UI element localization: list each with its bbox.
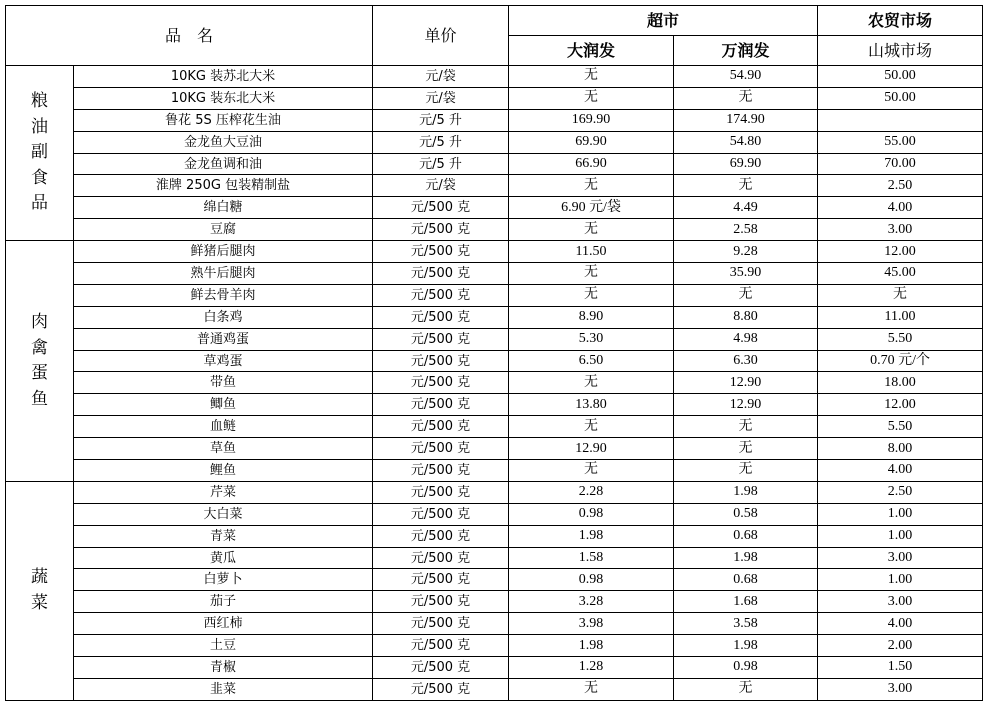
category-cell: 粮油副食品: [6, 66, 74, 241]
header-product-name: 品 名: [6, 6, 373, 66]
product-name-cell: 豆腐: [74, 219, 373, 241]
price-store-3: 2.00: [818, 635, 983, 657]
price-table: [5, 5, 983, 701]
price-store-1: 无: [509, 372, 674, 394]
unit-cell: 元/袋: [373, 175, 509, 197]
product-name-cell: 芹菜: [74, 481, 373, 503]
header-store-2: 万润发: [674, 36, 818, 66]
unit-cell: 元/500 克: [373, 197, 509, 219]
product-name-cell: 血鲢: [74, 416, 373, 438]
price-store-2: 4.49: [674, 197, 818, 219]
price-store-2: 无: [674, 438, 818, 460]
price-store-1: 11.50: [509, 241, 674, 263]
unit-cell: 元/5 升: [373, 153, 509, 175]
price-store-1: 无: [509, 284, 674, 306]
table-row: [6, 438, 983, 460]
product-name-cell: 白萝卜: [74, 569, 373, 591]
price-store-3: 1.00: [818, 525, 983, 547]
unit-cell: 元/袋: [373, 66, 509, 88]
table-row: [6, 547, 983, 569]
category-cell: 蔬菜: [6, 481, 74, 700]
price-store-1: 5.30: [509, 328, 674, 350]
unit-cell: 元/500 克: [373, 657, 509, 679]
table-row: [6, 525, 983, 547]
price-store-2: 9.28: [674, 241, 818, 263]
price-store-1: 无: [509, 175, 674, 197]
table-row: [6, 481, 983, 503]
price-store-1: 1.98: [509, 525, 674, 547]
price-store-3: 无: [818, 284, 983, 306]
product-name-cell: 鲁花 5S 压榨花生油: [74, 109, 373, 131]
product-name-cell: 西红柿: [74, 613, 373, 635]
price-store-2: 无: [674, 87, 818, 109]
price-store-2: 2.58: [674, 219, 818, 241]
table-row: [6, 460, 983, 482]
header-supermarket: 超市: [509, 6, 818, 36]
price-store-2: 无: [674, 416, 818, 438]
table-row: [6, 131, 983, 153]
unit-cell: 元/500 克: [373, 569, 509, 591]
price-store-1: 169.90: [509, 109, 674, 131]
header-store-1: 大润发: [509, 36, 674, 66]
product-name-cell: 普通鸡蛋: [74, 328, 373, 350]
price-store-1: 0.98: [509, 569, 674, 591]
unit-cell: 元/500 克: [373, 306, 509, 328]
price-store-1: 无: [509, 66, 674, 88]
unit-cell: 元/500 克: [373, 503, 509, 525]
table-row: [6, 87, 983, 109]
price-store-3: 3.00: [818, 678, 983, 700]
product-name-cell: 鲤鱼: [74, 460, 373, 482]
price-store-2: 3.58: [674, 613, 818, 635]
price-store-1: 13.80: [509, 394, 674, 416]
product-name-cell: 鲫鱼: [74, 394, 373, 416]
price-store-3: 1.00: [818, 569, 983, 591]
price-store-3: 2.50: [818, 481, 983, 503]
product-name-cell: 绵白糖: [74, 197, 373, 219]
price-store-3: [818, 109, 983, 131]
price-store-2: 1.98: [674, 635, 818, 657]
table-row: [6, 613, 983, 635]
price-store-1: 无: [509, 219, 674, 241]
price-store-3: 45.00: [818, 263, 983, 285]
header-unit-price: 单价: [373, 6, 509, 66]
header-row-1: [6, 6, 983, 36]
table-row: [6, 109, 983, 131]
price-store-3: 4.00: [818, 197, 983, 219]
price-store-2: 69.90: [674, 153, 818, 175]
unit-cell: 元/500 克: [373, 241, 509, 263]
price-store-3: 18.00: [818, 372, 983, 394]
price-store-1: 无: [509, 416, 674, 438]
price-store-3: 8.00: [818, 438, 983, 460]
price-store-1: 1.28: [509, 657, 674, 679]
product-name-cell: 金龙鱼大豆油: [74, 131, 373, 153]
price-store-3: 2.50: [818, 175, 983, 197]
price-store-3: 50.00: [818, 87, 983, 109]
product-name-cell: 草鱼: [74, 438, 373, 460]
product-name-cell: 青椒: [74, 657, 373, 679]
unit-cell: 元/500 克: [373, 284, 509, 306]
unit-cell: 元/500 克: [373, 525, 509, 547]
price-store-1: 8.90: [509, 306, 674, 328]
unit-cell: 元/500 克: [373, 547, 509, 569]
price-store-2: 0.68: [674, 525, 818, 547]
product-name-cell: 10KG 装苏北大米: [74, 66, 373, 88]
table-row: [6, 284, 983, 306]
price-store-3: 70.00: [818, 153, 983, 175]
price-store-2: 12.90: [674, 394, 818, 416]
price-store-3: 3.00: [818, 547, 983, 569]
table-row: [6, 372, 983, 394]
table-row: [6, 197, 983, 219]
table-row: [6, 328, 983, 350]
price-store-2: 6.30: [674, 350, 818, 372]
price-store-1: 12.90: [509, 438, 674, 460]
price-store-3: 0.70 元/个: [818, 350, 983, 372]
price-store-1: 6.90 元/袋: [509, 197, 674, 219]
price-store-3: 12.00: [818, 394, 983, 416]
unit-cell: 元/500 克: [373, 591, 509, 613]
table-row: [6, 678, 983, 700]
unit-cell: 元/500 克: [373, 460, 509, 482]
table-row: [6, 635, 983, 657]
price-store-2: 无: [674, 678, 818, 700]
table-row: [6, 153, 983, 175]
product-name-cell: 熟牛后腿肉: [74, 263, 373, 285]
price-store-3: 5.50: [818, 416, 983, 438]
table-body: [6, 66, 983, 701]
unit-cell: 元/5 升: [373, 109, 509, 131]
table-row: [6, 219, 983, 241]
price-store-3: 11.00: [818, 306, 983, 328]
price-store-2: 0.68: [674, 569, 818, 591]
price-store-2: 1.98: [674, 481, 818, 503]
table-row: [6, 503, 983, 525]
price-store-1: 66.90: [509, 153, 674, 175]
unit-cell: 元/5 升: [373, 131, 509, 153]
unit-cell: 元/500 克: [373, 328, 509, 350]
table-row: [6, 306, 983, 328]
price-store-1: 69.90: [509, 131, 674, 153]
unit-cell: 元/袋: [373, 87, 509, 109]
unit-cell: 元/500 克: [373, 678, 509, 700]
price-store-2: 35.90: [674, 263, 818, 285]
price-store-2: 1.68: [674, 591, 818, 613]
price-store-1: 无: [509, 263, 674, 285]
price-store-1: 6.50: [509, 350, 674, 372]
price-store-3: 4.00: [818, 460, 983, 482]
price-store-1: 3.28: [509, 591, 674, 613]
product-name-cell: 鲜去骨羊肉: [74, 284, 373, 306]
price-store-2: 无: [674, 175, 818, 197]
price-store-3: 1.50: [818, 657, 983, 679]
table-row: [6, 416, 983, 438]
price-store-1: 2.28: [509, 481, 674, 503]
price-store-3: 5.50: [818, 328, 983, 350]
price-store-3: 50.00: [818, 66, 983, 88]
product-name-cell: 土豆: [74, 635, 373, 657]
price-store-1: 0.98: [509, 503, 674, 525]
price-store-1: 无: [509, 678, 674, 700]
price-store-1: 1.98: [509, 635, 674, 657]
price-store-2: 54.90: [674, 66, 818, 88]
product-name-cell: 10KG 装东北大米: [74, 87, 373, 109]
table-row: [6, 591, 983, 613]
product-name-cell: 鲜猪后腿肉: [74, 241, 373, 263]
price-store-1: 无: [509, 460, 674, 482]
price-store-1: 无: [509, 87, 674, 109]
price-store-2: 无: [674, 284, 818, 306]
price-store-2: 8.80: [674, 306, 818, 328]
product-name-cell: 韭菜: [74, 678, 373, 700]
price-store-2: 174.90: [674, 109, 818, 131]
table-row: [6, 241, 983, 263]
category-cell: 肉禽蛋鱼: [6, 241, 74, 482]
table-row: [6, 175, 983, 197]
price-store-3: 1.00: [818, 503, 983, 525]
table-row: [6, 263, 983, 285]
product-name-cell: 带鱼: [74, 372, 373, 394]
product-name-cell: 白条鸡: [74, 306, 373, 328]
product-name-cell: 金龙鱼调和油: [74, 153, 373, 175]
price-store-2: 0.58: [674, 503, 818, 525]
unit-cell: 元/500 克: [373, 350, 509, 372]
price-store-2: 12.90: [674, 372, 818, 394]
unit-cell: 元/500 克: [373, 394, 509, 416]
table-row: [6, 657, 983, 679]
table-row: [6, 350, 983, 372]
price-store-2: 无: [674, 460, 818, 482]
unit-cell: 元/500 克: [373, 219, 509, 241]
price-store-1: 3.98: [509, 613, 674, 635]
product-name-cell: 黄瓜: [74, 547, 373, 569]
unit-cell: 元/500 克: [373, 416, 509, 438]
price-store-3: 4.00: [818, 613, 983, 635]
price-store-3: 55.00: [818, 131, 983, 153]
product-name-cell: 青菜: [74, 525, 373, 547]
product-name-cell: 茄子: [74, 591, 373, 613]
unit-cell: 元/500 克: [373, 438, 509, 460]
table-row: [6, 394, 983, 416]
price-store-2: 1.98: [674, 547, 818, 569]
unit-cell: 元/500 克: [373, 481, 509, 503]
unit-cell: 元/500 克: [373, 635, 509, 657]
header-farmers-market: 农贸市场: [818, 6, 983, 36]
price-store-3: 3.00: [818, 591, 983, 613]
price-store-2: 4.98: [674, 328, 818, 350]
price-store-3: 3.00: [818, 219, 983, 241]
unit-cell: 元/500 克: [373, 263, 509, 285]
price-store-1: 1.58: [509, 547, 674, 569]
price-store-3: 12.00: [818, 241, 983, 263]
price-store-2: 0.98: [674, 657, 818, 679]
product-name-cell: 大白菜: [74, 503, 373, 525]
header-store-3: 山城市场: [818, 36, 983, 66]
unit-cell: 元/500 克: [373, 613, 509, 635]
price-store-2: 54.80: [674, 131, 818, 153]
table-row: [6, 66, 983, 88]
unit-cell: 元/500 克: [373, 372, 509, 394]
product-name-cell: 淮牌 250G 包装精制盐: [74, 175, 373, 197]
product-name-cell: 草鸡蛋: [74, 350, 373, 372]
table-row: [6, 569, 983, 591]
